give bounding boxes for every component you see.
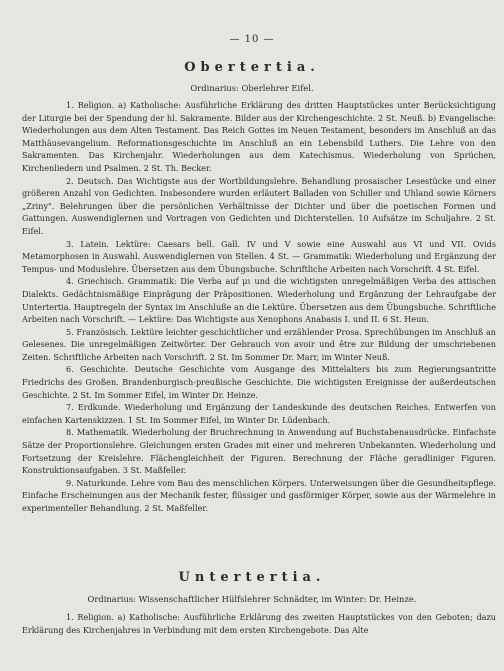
section-ordinarius-untertertia: Ordinarius: Wissenschaftlicher Hülfslehrer Schnädter, im Winter: Dr. Heinze. bbox=[87, 594, 417, 604]
paragraph-religion-untertertia: 1. Religion. a) Katholische: Ausführliche Erklärung des zweiten Hauptstückes von den Geboten; dazu Erklärung des Kirchenjahres in Verbindung mit dem ersten Kirchengebote. Das Alte bbox=[22, 612, 496, 635]
section-ordinarius-obertertia: Ordinarius: Oberlehrer Eifel. bbox=[190, 83, 314, 93]
paragraph-mathematik: 8. Mathematik. Wiederholung der Bruchrechnung in Anwendung auf Buchstabenausdrücke. Einfachste Sätze der Proportionslehre. Gleichungen ersten Grades mit einer und mehreren Unbekannten. Wiederholung und Fortsetzung der Kreislehre. Flächengleichheit der Figuren. Berechnung der Fläche geradliniger Figuren. Konstruktionsaufgaben. 3 St. Maßfeller. bbox=[22, 427, 496, 476]
paragraph-latein: 3. Latein. Lektüre: Caesars bell. Gall. IV und V sowie eine Auswahl aus VI und VII. Ovids Metamorphosen in Auswahl. Auswendiglernen von Stellen. 4 St. — Grammatik: Wiederholung und Ergänzung der Tempus- und Moduslehre. Übersetzen aus dem Übungsbuche. Schriftliche Arbeiten nach Vorschrift. 4 St. Eifel. bbox=[22, 238, 496, 274]
section-title-untertertia: Untertertia. bbox=[178, 570, 326, 585]
paragraph-religion: 1. Religion. a) Katholische: Ausführliche Erklärung des dritten Hauptstückes unter Berücksichtigung der Liturgie bei der Spendung der hl. Sakramente. Bilder aus der Kirchengeschichte. 2 St. Neuß. b) Evangelische: Wiederholungen aus dem Alten Testament. Das Reich Gottes im Neuen Testament, besonders im Anschluß an das Matthäusevangelium. Reformationsgeschichte im Anschluß an ein Lebensbild Luthers. Die Lehre von den Sakramenten. Das Kirchenjahr. Wiederholungen aus dem Katechismus. Wiederholung von Sprüchen, Kirchenliedern und Psalmen. 2 St. Th. Becker. bbox=[22, 100, 496, 173]
paragraph-naturkunde: 9. Naturkunde. Lehre vom Bau des menschlichen Körpers. Unterweisungen über die Gesundheitspflege. Einfache Erscheinungen aus der Mechanik fester, flüssiger und gasförmiger Körper, sowie aus der Wärmelehre in experimenteller Behandlung. 2 St. Maßfeller. bbox=[22, 477, 496, 513]
paragraph-deutsch: 2. Deutsch. Das Wichtigste aus der Wortbildungslehre. Behandlung prosaischer Lesestücke und einer größeren Anzahl von Gedichten. Insbesondere wurden erläutert Balladen von Schiller und Uhland sowie Körners „Zriny". Belehrungen über die persönlichen Verhältnisse der Dichter und über die poetischen Formen und Gattungen. Auswendiglernen und Vortragen von Gedichten und Dichterstellen. 10 Aufsätze im Schuljahre. 2 St. Eifel. bbox=[22, 175, 496, 236]
paragraph-griechisch: 4. Griechisch. Grammatik: Die Verba auf μι und die wichtigsten unregelmäßigen Verba des attischen Dialekts. Gedächtnismäßige Einprägung der Präpositionen. Wiederholung und Ergänzung der Lehraufgabe der Untertertia. Hauptregeln der Syntax im Anschluße an die Lektüre. Übersetzen aus dem Übungsbuche. Schriftliche Arbeiten nach Vorschrift. — Lektüre: Das Wichtigste aus Xenophons Anabasis I. und II. 6 St. Heun. bbox=[22, 276, 496, 325]
page-number: — 10 — bbox=[229, 34, 275, 45]
paragraph-geschichte: 6. Geschichte. Deutsche Geschichte vom Ausgange des Mittelalters bis zum Regierungsantritte Friedrichs des Großen. Brandenburgisch-preußische Geschichte. Die wichtigsten Ereignisse der außerdeutschen Geschichte. 2 St. Im Sommer Eifel, im Winter Dr. Heinze. bbox=[22, 364, 496, 400]
untertertia-body bbox=[22, 611, 496, 636]
paragraph-franzoesisch: 5. Französisch. Lektüre leichter geschichtlicher und erzählender Prosa. Sprechübungen im Anschluß an Gelesenes. Die unregelmäßigen Zeitwörter. Der Gebrauch von avoir und être zur Bildung der umschriebenen Zeiten. Schriftliche Arbeiten nach Vorschrift. 2 St. Im Sommer Dr. Marr, im Winter Neuß. bbox=[22, 326, 496, 362]
obertertia-body bbox=[22, 99, 496, 515]
paragraph-erdkunde: 7. Erdkunde. Wiederholung und Ergänzung der Landeskunde des deutschen Reiches. Entwerfen von einfachen Kartenskizzen. 1 St. Im Sommer Eifel, im Winter Dr. Lüdenbach. bbox=[22, 402, 496, 425]
section-title-obertertia: Obertertia. bbox=[184, 60, 320, 75]
